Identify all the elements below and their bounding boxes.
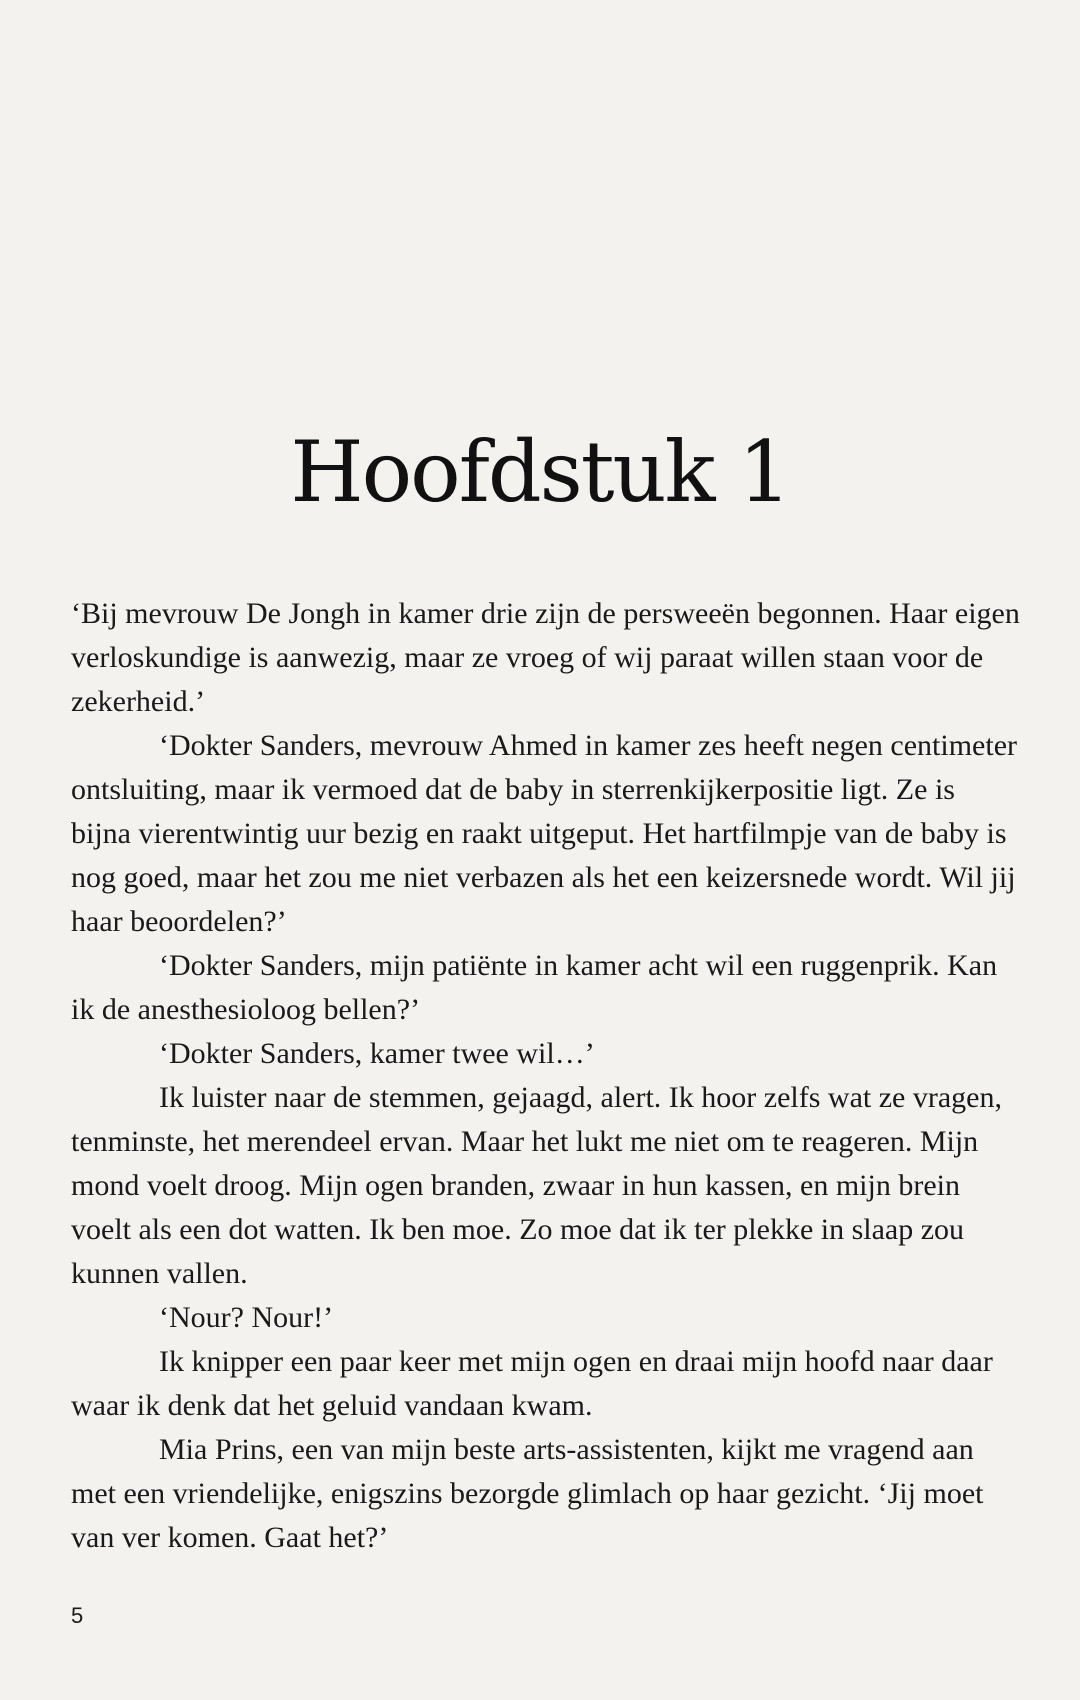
paragraph: ‘Bij mevrouw De Jongh in kamer drie zijn de persweeën begonnen. Haar eigen verloskundige is aanwezig, maar ze vroeg of wij paraat willen staan voor de zekerheid.’ xyxy=(71,597,1020,718)
paragraph: Ik knipper een paar keer met mijn ogen en draai mijn hoofd naar daar waar ik denk dat het geluid vandaan kwam. xyxy=(71,1345,993,1422)
chapter-title: Hoofdstuk 1 xyxy=(290,423,790,521)
chapter-body xyxy=(71,592,1021,1560)
paragraph: ‘Dokter Sanders, kamer twee wil…’ xyxy=(159,1037,595,1070)
paragraph: Mia Prins, een van mijn beste arts-assistenten, kijkt me vragend aan met een vriendelijke, enigszins bezorgde glimlach op haar gezicht. ‘Jij moet van ver komen. Gaat het?’ xyxy=(71,1433,984,1554)
paragraph: ‘Nour? Nour!’ xyxy=(159,1301,334,1334)
paragraph: Ik luister naar de stemmen, gejaagd, alert. Ik hoor zelfs wat ze vragen, tenminste, het merendeel ervan. Maar het lukt me niet om te reageren. Mijn mond voelt droog. Mijn ogen branden, zwaar in hun kassen, en mijn brein voelt als een dot watten. Ik ben moe. Zo moe dat ik ter plekke in slaap zou kunnen vallen. xyxy=(71,1081,1002,1290)
paragraph: ‘Dokter Sanders, mevrouw Ahmed in kamer zes heeft negen centimeter ontsluiting, maar ik vermoed dat de baby in sterrenkijkerpositie ligt. Ze is bijna vierentwintig uur bezig en raakt uitgeput. Het hartfilmpje van de baby is nog goed, maar het zou me niet verbazen als het een keizersnede wordt. Wil jij haar beoordelen?’ xyxy=(71,729,1018,938)
paragraph: ‘Dokter Sanders, mijn patiënte in kamer acht wil een ruggenprik. Kan ik de anesthesioloog bellen?’ xyxy=(71,949,998,1026)
page-number: 5 xyxy=(71,1603,84,1628)
